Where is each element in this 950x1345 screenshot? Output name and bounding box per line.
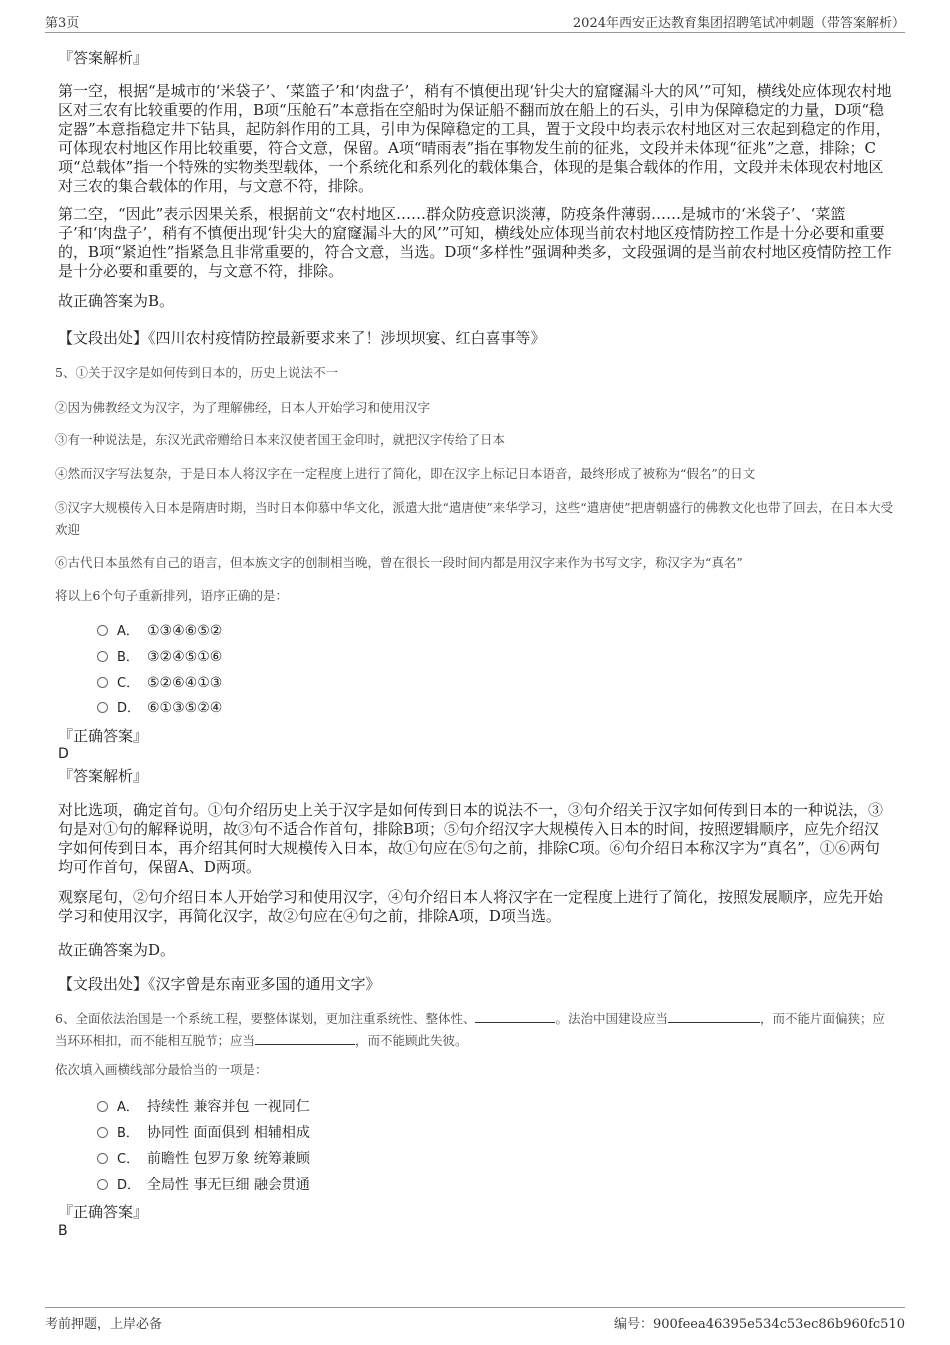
footer-slogan: 考前押题，上岸必备 — [45, 1317, 163, 1332]
page-header — [45, 12, 905, 32]
q6-prompt: 依次填入画横线部分最恰当的一项是： — [55, 1062, 268, 1077]
q5-answer-label: 『正确答案』 — [58, 727, 149, 745]
q4-analysis-paragraph-1: 第一空，根据“是城市的‘米袋子’、‘菜篮子’和‘肉盘子’，稍有不慎便出现‘针尖大的窟窿漏斗大的风’”可知，横线处应体现农村地区对三农有比较重要的作用，B项“压舱石”本意指在空船时为保证船不翻而放在船上的石头，引申为保障稳定的力量，D项“稳定器”本意指稳定井下钻具，起防斜作用的工具，引申为保障稳定的工具，置于文段中均表示农村地区对三农起到稳定的作用，可体现农村地区作用比较重要，符合文意，保留。A项“晴雨表”指在事物发生前的征兆，文段并未体现“征兆”之意，排除；C项“总载体”指一个特殊的实物类型载体，一个系统化和系列化的载体集合，体现的是集合载体的作用，文段并未体现农村地区对三农的集合载体的作用，与文意不符，排除。 — [58, 82, 892, 195]
q6-stem: 6、全面依法治国是一个系统工程，要整体谋划，更加注重系统性、整体性、 。法治中国建设应当 ，而不能片面偏狭；应当环环相扣，而不能相互脱节；应当 ，而不能顾此失彼。 — [55, 1008, 895, 1052]
fill-blank-3 — [255, 1030, 355, 1045]
footer-divider — [45, 1307, 905, 1308]
q6-option-a[interactable]: A． 持续性 兼容并包 一视同仁 — [97, 1097, 310, 1117]
q5-conclusion: 故正确答案为D。 — [58, 941, 176, 959]
q5-sentence-6: ⑥古代日本虽然有自己的语言，但本族文字的创制相当晚，曾在很长一段时间内都是用汉字来作为书写文字，称汉字为“真名” — [55, 555, 743, 570]
q4-analysis-paragraph-2: 第二空，“因此”表示因果关系，根据前文“农村地区……群众防疫意识淡薄，防疫条件薄弱……是城市的‘米袋子’、‘菜篮子’和‘肉盘子’，稍有不慎便出现‘针尖大的窟窿漏斗大的风’”可知，横线处应体现当前农村地区疫情防控工作是十分必要和重要的，B项“紧迫性”指紧急且非常重要的，符合文意，当选。D项“多样性”强调种类多，文段强调的是当前农村地区疫情防控工作是十分必要和重要的，与文意不符，排除。 — [58, 205, 892, 280]
q6-option-b[interactable]: B． 协同性 面面俱到 相辅相成 — [97, 1123, 310, 1143]
q6-answer: B — [58, 1223, 68, 1239]
radio-icon[interactable] — [97, 625, 108, 636]
q5-sentence-2: ②因为佛教经文为汉字，为了理解佛经，日本人开始学习和使用汉字 — [55, 400, 431, 415]
q5-analysis-paragraph-1: 对比选项，确定首句。①句介绍历史上关于汉字是如何传到日本的说法不一，③句介绍关于汉字如何传到日本的一种说法，③句是对①句的解释说明，故③句不适合作首句，排除B项；⑤句介绍汉字大规模传入日本的时间，按照逻辑顺序，应先介绍汉字如何传到日本，再介绍其何时大规模传入日本，故①句应在⑤句之前，排除C项。⑥句介绍日本称汉字为“真名”，①⑥两句均可作首句，保留A、D两项。 — [58, 801, 884, 876]
radio-icon[interactable] — [97, 651, 108, 662]
q4-source: 【文段出处】《四川农村疫情防控最新要求来了！涉坝坝宴、红白喜事等》 — [58, 329, 546, 347]
radio-icon[interactable] — [97, 1153, 108, 1164]
q5-sentence-5: ⑤汉字大规模传入日本是隋唐时期，当时日本仰慕中华文化，派遣大批“遣唐使”来华学习，这些“遣唐使”把唐朝盛行的佛教文化也带了回去，在日本大受欢迎 — [55, 500, 894, 537]
q5-option-c[interactable]: C． ⑤②⑥④①③ — [97, 673, 222, 693]
document-title: 2024年西安正达教育集团招聘笔试冲刺题（带答案解析） — [572, 16, 905, 31]
q5-option-d[interactable]: D． ⑥①③⑤②④ — [97, 698, 222, 718]
page-footer — [45, 1313, 905, 1332]
fill-blank-2 — [668, 1008, 760, 1023]
q5-source: 【文段出处】《汉字曾是东南亚多国的通用文字》 — [58, 975, 381, 993]
q5-answer: D — [58, 746, 69, 762]
page-number: 第3页 — [45, 16, 80, 31]
radio-icon[interactable] — [97, 1101, 108, 1112]
q5-option-b[interactable]: B． ③②④⑤①⑥ — [97, 647, 222, 667]
q5-sentence-4: ④然而汉字写法复杂，于是日本人将汉字在一定程度上进行了简化，即在汉字上标记日本语音，最终形成了被称为“假名”的日文 — [55, 466, 756, 481]
document-code: 编号：900feea46395e534c53ec86b960fc510 — [613, 1317, 905, 1332]
header-divider — [45, 32, 905, 33]
q5-sentence-3: ③有一种说法是，东汉光武帝赠给日本来汉使者国王金印时，就把汉字传给了日本 — [55, 432, 506, 447]
radio-icon[interactable] — [97, 1179, 108, 1190]
q5-option-a[interactable]: A． ①③④⑥⑤② — [97, 621, 222, 641]
q6-option-d[interactable]: D． 全局性 事无巨细 融会贯通 — [97, 1175, 310, 1195]
q5-analysis-label: 『答案解析』 — [58, 767, 149, 785]
q4-conclusion: 故正确答案为B。 — [58, 292, 175, 310]
q6-answer-label: 『正确答案』 — [58, 1203, 149, 1221]
q5-analysis-paragraph-2: 观察尾句，②句介绍日本人开始学习和使用汉字，④句介绍日本人将汉字在一定程度上进行了简化，按照发展顺序，应先开始学习和使用汉字，再简化汉字，故②句应在④句之前，排除A项，D项当选。 — [58, 888, 884, 925]
q5-prompt: 将以上6个句子重新排列，语序正确的是： — [55, 588, 288, 603]
q4-analysis-label: 『答案解析』 — [58, 49, 149, 67]
q5-sentence-1: 5、①关于汉字是如何传到日本的，历史上说法不一 — [55, 365, 338, 380]
radio-icon[interactable] — [97, 702, 108, 713]
radio-icon[interactable] — [97, 677, 108, 688]
fill-blank-1 — [475, 1008, 555, 1023]
q6-option-c[interactable]: C． 前瞻性 包罗万象 统筹兼顾 — [97, 1149, 310, 1169]
radio-icon[interactable] — [97, 1127, 108, 1138]
